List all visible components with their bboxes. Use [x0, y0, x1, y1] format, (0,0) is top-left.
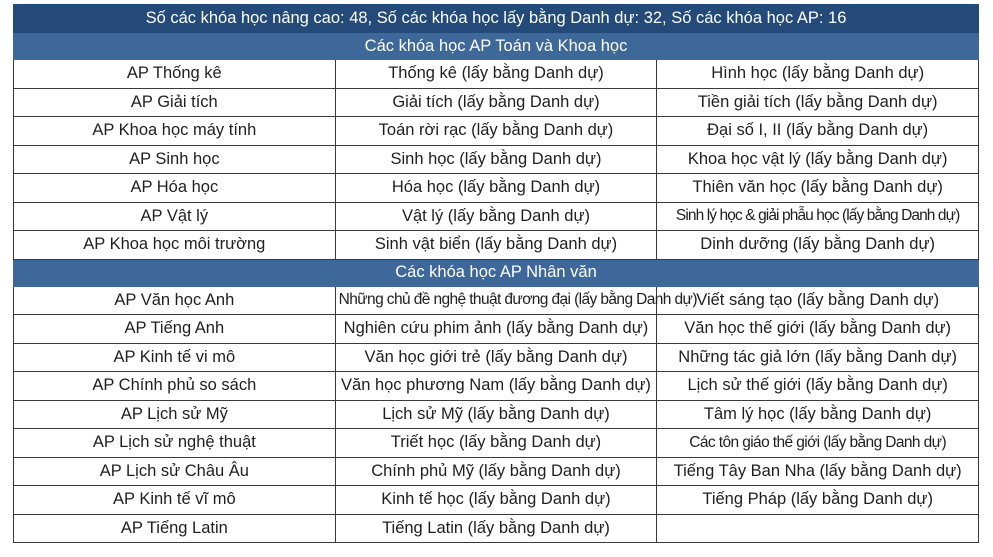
honors-course-cell: Văn học phương Nam (lấy bằng Danh dự) [335, 372, 657, 401]
table-row [14, 231, 979, 260]
table-row [14, 286, 979, 315]
honors-course-cell: Những tác giả lớn (lấy bằng Danh dự) [657, 343, 979, 372]
summary-row [14, 5, 979, 33]
honors-course-cell: Tiếng Tây Ban Nha (lấy bằng Danh dự) [657, 457, 979, 486]
ap-course-cell: AP Chính phủ so sách [14, 372, 336, 401]
honors-course-cell: Các tôn giáo thế giới (lấy bằng Danh dự) [657, 429, 979, 458]
honors-course-cell: Hóa học (lấy bằng Danh dự) [335, 174, 657, 203]
table-row [14, 88, 979, 117]
section-title: Các khóa học AP Nhân văn [14, 259, 979, 286]
course-table-container [13, 4, 979, 543]
honors-course-cell: Chính phủ Mỹ (lấy bằng Danh dự) [335, 457, 657, 486]
ap-course-cell: AP Thống kê [14, 60, 336, 89]
table-row [14, 60, 979, 89]
ap-course-cell: AP Lịch sử Châu Âu [14, 457, 336, 486]
honors-course-cell: Sinh học (lấy bằng Danh dự) [335, 145, 657, 174]
honors-course-cell: Hình học (lấy bằng Danh dự) [657, 60, 979, 89]
honors-course-cell: Tâm lý học (lấy bằng Danh dự) [657, 400, 979, 429]
section-header-humanities [14, 259, 979, 286]
ap-course-cell: AP Lịch sử Mỹ [14, 400, 336, 429]
ap-course-cell: AP Văn học Anh [14, 286, 336, 315]
summary-text: Số các khóa học nâng cao: 48, Số các khóa học lấy bằng Danh dự: 32, Số các khóa học AP: 16 [14, 5, 979, 33]
ap-course-cell: AP Hóa học [14, 174, 336, 203]
ap-course-cell: AP Kinh tế vi mô [14, 343, 336, 372]
honors-course-cell: Văn học giới trẻ (lấy bằng Danh dự) [335, 343, 657, 372]
ap-course-cell: AP Tiếng Anh [14, 315, 336, 344]
honors-course-cell: Viết sáng tạo (lấy bằng Danh dự) [657, 286, 979, 315]
ap-course-cell: AP Khoa học môi trường [14, 231, 336, 260]
section-header-math-science [14, 33, 979, 60]
honors-course-cell: Nghiên cứu phim ảnh (lấy bằng Danh dự) [335, 315, 657, 344]
honors-course-cell: Đại số I, II (lấy bằng Danh dự) [657, 117, 979, 146]
table-row [14, 343, 979, 372]
honors-course-cell: Sinh vật biển (lấy bằng Danh dự) [335, 231, 657, 260]
table-row [14, 174, 979, 203]
table-row [14, 429, 979, 458]
table-row [14, 202, 979, 231]
ap-course-cell: AP Giải tích [14, 88, 336, 117]
table-row [14, 117, 979, 146]
table-row [14, 372, 979, 401]
honors-course-cell: Văn học thế giới (lấy bằng Danh dự) [657, 315, 979, 344]
table-row [14, 145, 979, 174]
honors-course-cell: Kinh tế học (lấy bằng Danh dự) [335, 486, 657, 515]
honors-course-cell: Tiếng Pháp (lấy bằng Danh dự) [657, 486, 979, 515]
honors-course-cell: Lịch sử thế giới (lấy bằng Danh dự) [657, 372, 979, 401]
honors-course-cell: Vật lý (lấy bằng Danh dự) [335, 202, 657, 231]
table-row [14, 486, 979, 515]
honors-course-cell: Toán rời rạc (lấy bằng Danh dự) [335, 117, 657, 146]
honors-course-cell: Thống kê (lấy bằng Danh dự) [335, 60, 657, 89]
honors-course-cell: Dinh dưỡng (lấy bằng Danh dự) [657, 231, 979, 260]
honors-course-cell: Giải tích (lấy bằng Danh dự) [335, 88, 657, 117]
ap-course-cell: AP Lịch sử nghệ thuật [14, 429, 336, 458]
table-row [14, 400, 979, 429]
honors-course-cell: Tiền giải tích (lấy bằng Danh dự) [657, 88, 979, 117]
honors-course-cell: Triết học (lấy bằng Danh dự) [335, 429, 657, 458]
honors-course-cell: Những chủ đề nghệ thuật đương đại (lấy bằng Danh dự) [335, 286, 657, 315]
ap-course-cell: AP Vật lý [14, 202, 336, 231]
honors-course-cell: Sinh lý học & giải phẫu học (lấy bằng Danh dự) [657, 202, 979, 231]
ap-course-cell: AP Tiếng Latin [14, 514, 336, 543]
honors-course-cell: Tiếng Latin (lấy bằng Danh dự) [335, 514, 657, 543]
honors-course-cell: Lịch sử Mỹ (lấy bằng Danh dự) [335, 400, 657, 429]
honors-course-cell: Khoa học vật lý (lấy bằng Danh dự) [657, 145, 979, 174]
table-row [14, 514, 979, 543]
honors-course-cell: Thiên văn học (lấy bằng Danh dự) [657, 174, 979, 203]
table-row [14, 457, 979, 486]
course-table [13, 4, 979, 543]
ap-course-cell: AP Kinh tế vĩ mô [14, 486, 336, 515]
ap-course-cell: AP Sinh học [14, 145, 336, 174]
section-title: Các khóa học AP Toán và Khoa học [14, 33, 979, 60]
ap-course-cell: AP Khoa học máy tính [14, 117, 336, 146]
empty-cell [657, 514, 979, 543]
table-row [14, 315, 979, 344]
